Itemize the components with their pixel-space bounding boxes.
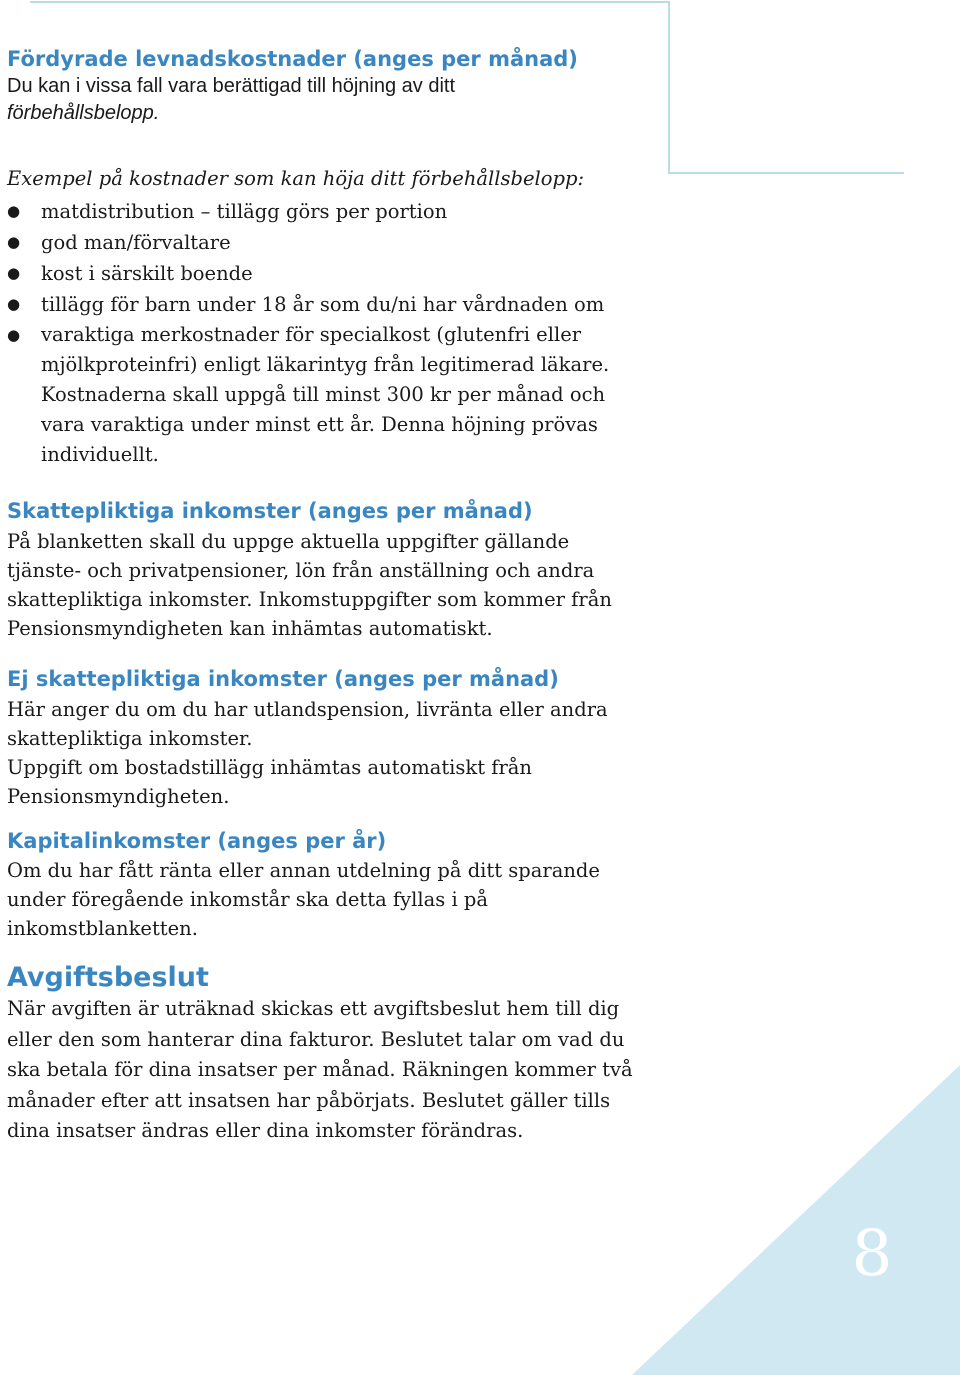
- text-line: mjölkproteinfri) enligt läkarintyg från legitimerad läkare.: [41, 353, 610, 376]
- list-item-text: tillägg för barn under 18 år som du/ni har vårdnaden om: [41, 293, 605, 316]
- text-line: varaktiga merkostnader för specialkost (glutenfri eller: [41, 323, 582, 346]
- bullet-icon: ●: [7, 233, 21, 251]
- bullet-icon: ●: [7, 295, 21, 313]
- section-heading-kapitalinkomster: Kapitalinkomster (anges per år): [7, 829, 387, 853]
- text-line: dina insatser ändras eller dina inkomster förändras.: [7, 1119, 524, 1142]
- section-heading-avgiftsbeslut: Avgiftsbeslut: [7, 962, 209, 993]
- intro-paragraph: [7, 73, 455, 127]
- text-line: Kostnaderna skall uppgå till minst 300 kr per månad och: [41, 383, 606, 406]
- list-item-text: kost i särskilt boende: [41, 262, 253, 285]
- text-line: eller den som hanterar dina fakturor. Beslutet talar om vad du: [7, 1027, 625, 1051]
- text-line: månader efter att insatsen har påbörjats. Beslutet gäller tills: [7, 1088, 611, 1112]
- text-line: Om du har fått ränta eller annan utdelning på ditt sparande: [7, 859, 600, 882]
- bullet-icon: ●: [7, 326, 21, 344]
- ej-skattepliktiga-paragraph: [7, 695, 608, 811]
- bullet-icon: ●: [7, 202, 21, 220]
- text-line: Uppgift om bostadstillägg inhämtas automatiskt från: [7, 756, 532, 779]
- list-item: [7, 320, 609, 470]
- list-item: [7, 227, 609, 258]
- text-line: individuellt.: [41, 443, 159, 466]
- list-item: [7, 196, 609, 227]
- list-item: [7, 289, 609, 320]
- bullet-icon: ●: [7, 264, 21, 282]
- section-heading-levnadskostnader: Fördyrade levnadskostnader (anges per månad): [7, 47, 578, 71]
- list-item: [7, 258, 609, 289]
- cost-examples-list: [7, 196, 609, 470]
- text-line: Du kan i vissa fall vara berättigad till höjning av ditt: [7, 75, 456, 97]
- text-line: inkomstblanketten.: [7, 917, 198, 940]
- text-line: skattepliktiga inkomster. Inkomstuppgifter som kommer från: [7, 588, 612, 611]
- text-line: ska betala för dina insatser per månad. Räkningen kommer två: [7, 1058, 633, 1081]
- text-line: Pensionsmyndigheten kan inhämtas automatiskt.: [7, 617, 493, 640]
- text-line: På blanketten skall du uppge aktuella uppgifter gällande: [7, 530, 570, 553]
- skattepliktiga-paragraph: [7, 527, 612, 643]
- text-line: vara varaktiga under minst ett år. Denna höjning prövas: [41, 413, 598, 436]
- text-line: under föregående inkomstår ska detta fyllas i på: [7, 888, 488, 911]
- text-line: Här anger du om du har utlandspension, livränta eller andra: [7, 698, 608, 721]
- kapitalinkomster-paragraph: [7, 856, 600, 943]
- text-line: När avgiften är uträknad skickas ett avgiftsbeslut hem till dig: [7, 997, 620, 1020]
- example-intro: Exempel på kostnader som kan höja ditt förbehållsbelopp:: [7, 167, 585, 190]
- avgiftsbeslut-paragraph: [7, 994, 633, 1147]
- list-item-text: god man/förvaltare: [41, 231, 231, 254]
- text-line: förbehållsbelopp.: [7, 102, 160, 124]
- section-heading-skattepliktiga: Skattepliktiga inkomster (anges per månad): [7, 499, 533, 523]
- section-heading-ej-skattepliktiga: Ej skattepliktiga inkomster (anges per månad): [7, 667, 559, 691]
- page-number: 8: [851, 1217, 893, 1291]
- text-line: skattepliktiga inkomster.: [7, 727, 253, 750]
- list-item-text: matdistribution – tillägg görs per portion: [41, 200, 448, 223]
- text-line: tjänste- och privatpensioner, lön från anställning och andra: [7, 559, 595, 582]
- text-line: Pensionsmyndigheten.: [7, 785, 230, 808]
